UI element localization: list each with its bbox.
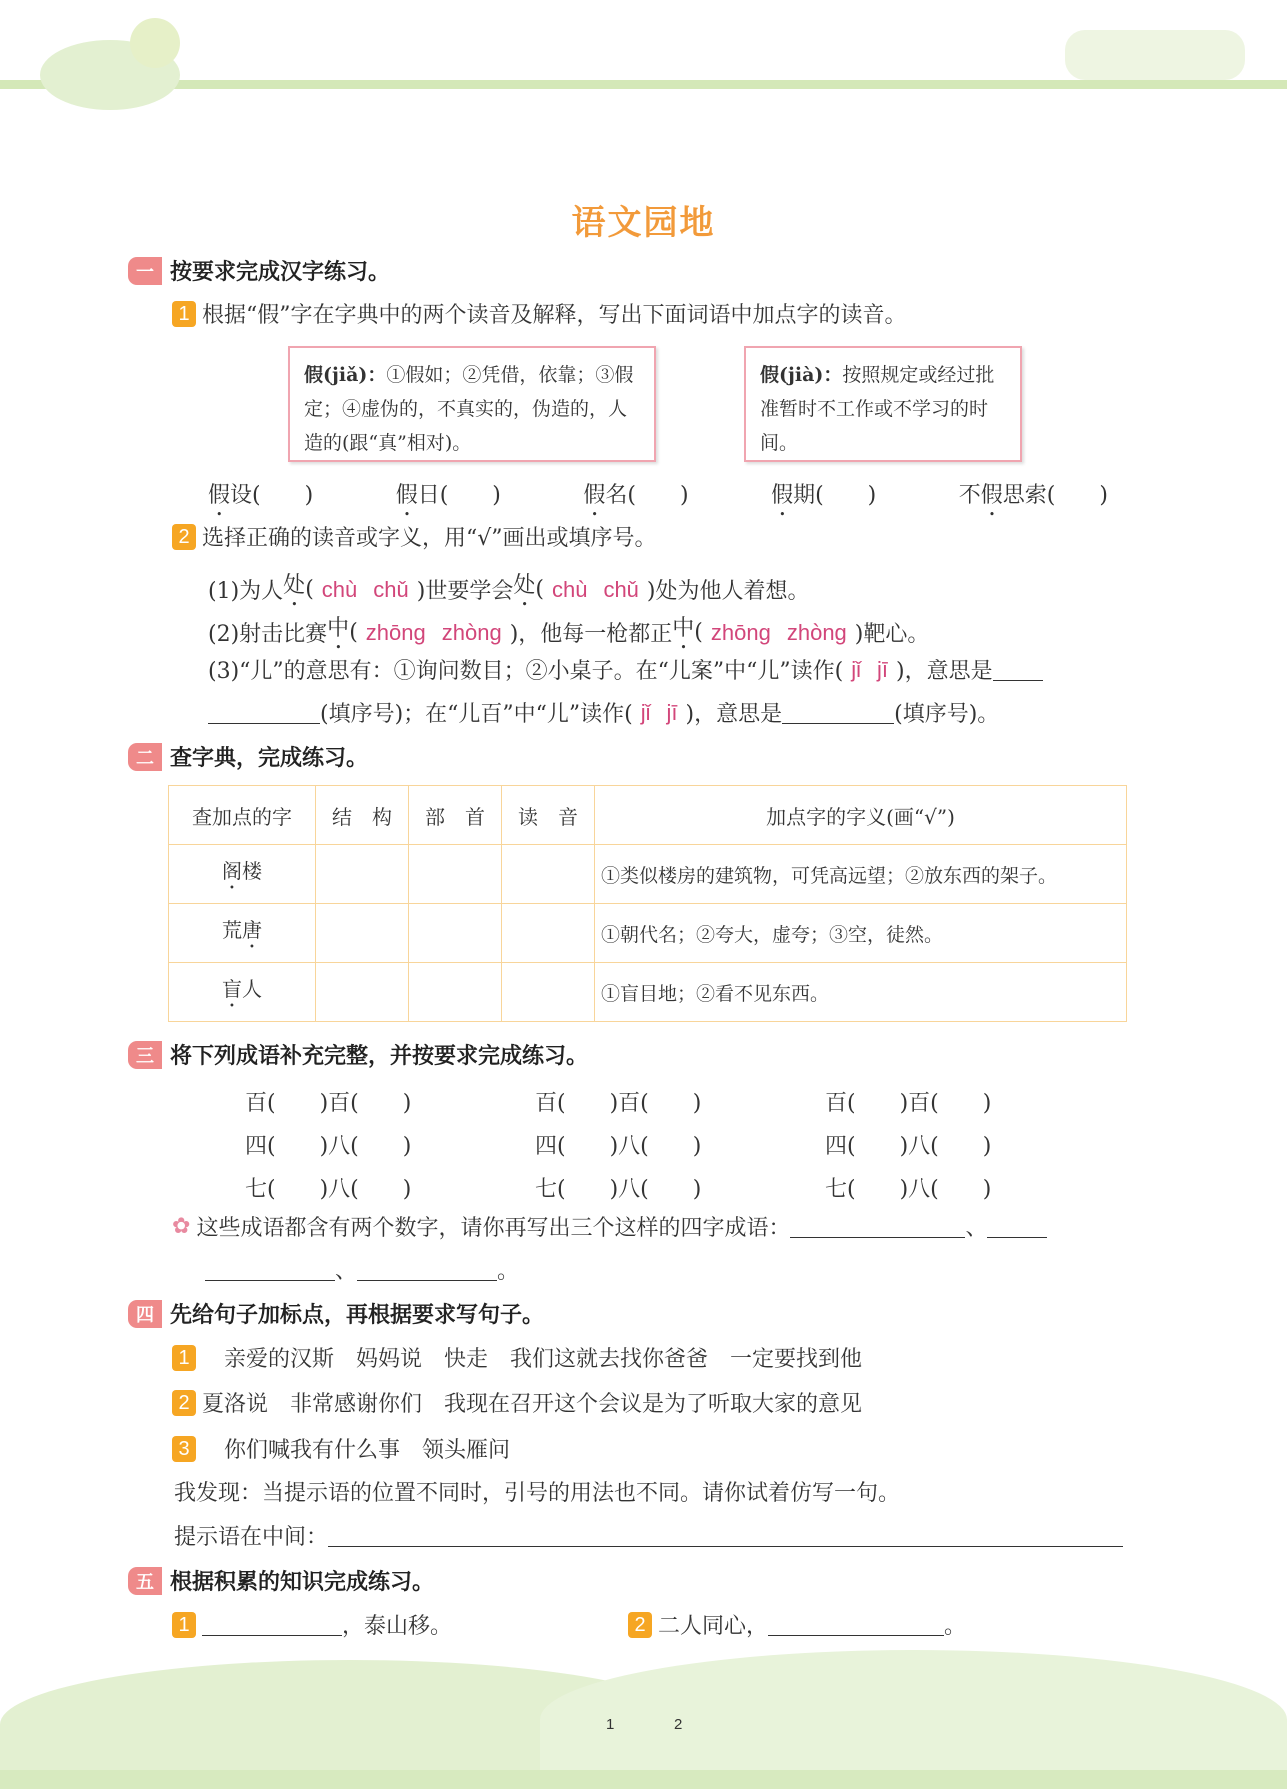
pinyin-option[interactable]: jī xyxy=(877,656,889,682)
answer-blank[interactable] xyxy=(768,1614,944,1636)
section-title: 按要求完成汉字练习。 xyxy=(170,260,391,285)
idiom-item[interactable]: 四( )八( ) xyxy=(825,1134,992,1159)
hill-decoration xyxy=(540,1650,1287,1789)
answer-blank[interactable] xyxy=(987,1216,1047,1238)
section-title: 将下列成语补充完整，并按要求完成练习。 xyxy=(170,1044,589,1069)
word-item[interactable]: 假期( ) xyxy=(771,483,877,508)
section-1-heading xyxy=(128,255,390,286)
sentence-item[interactable]: 3 你们喊我有什么事 领头雁问 xyxy=(172,1433,510,1464)
question-2-line-3: (3)“儿”的意思有：①询问数目；②小桌子。在“儿案”中“儿”读作( jǐ jī )，意思是 xyxy=(208,654,1043,685)
section-title: 先给句子加标点，再根据要求写句子。 xyxy=(170,1303,545,1328)
meaning-cell[interactable]: ①朝代名；②夸大，虚夸；③空，徒然。 xyxy=(595,904,1127,963)
table-header: 查加点的字 结 构 部 首 读 音 加点字的字义(画“√”) xyxy=(169,786,1127,845)
question-text: 选择正确的读音或字义，用“√”画出或填序号。 xyxy=(202,526,657,551)
table-row: 盲人 ①盲目地；②看不见东西。 xyxy=(169,963,1127,1022)
pinyin-option[interactable]: chǔ xyxy=(603,576,639,602)
page-number: 1 xyxy=(606,1716,615,1733)
meaning-cell[interactable]: ①盲目地；②看不见东西。 xyxy=(595,963,1127,1022)
word-item[interactable]: 假日( ) xyxy=(395,483,501,508)
pinyin-option[interactable]: chǔ xyxy=(373,576,409,602)
section-tag: 一 xyxy=(128,257,162,285)
animal-characters-decoration xyxy=(1065,30,1245,80)
word-list xyxy=(208,478,1108,521)
radical-cell[interactable] xyxy=(409,845,502,904)
pinyin-option[interactable]: jǐ xyxy=(640,699,651,725)
idiom-item[interactable]: 百( )百( ) xyxy=(245,1091,412,1116)
idiom-item[interactable]: 四( )八( ) xyxy=(535,1134,702,1159)
answer-blank[interactable] xyxy=(782,702,894,724)
section-tag: 五 xyxy=(128,1567,162,1595)
radical-cell[interactable] xyxy=(409,904,502,963)
question-text: 根据“假”字在字典中的两个读音及解释，写出下面词语中加点字的读音。 xyxy=(202,303,907,328)
question-2-line-4: (填序号)；在“儿百”中“儿”读作( jǐ jī )，意思是 (填序号)。 xyxy=(208,697,999,728)
fill-item-2: 2 二人同心， 。 xyxy=(628,1609,966,1640)
answer-line[interactable] xyxy=(328,1525,1123,1547)
structure-cell[interactable] xyxy=(316,845,409,904)
pronunciation-cell[interactable] xyxy=(502,904,595,963)
section-tag: 四 xyxy=(128,1300,162,1328)
question-number: 1 xyxy=(172,301,196,327)
pinyin-option[interactable]: chù xyxy=(321,576,358,602)
definition-box-jia3 xyxy=(288,346,656,462)
flower-icon: ✿ xyxy=(172,1214,191,1239)
idiom-item[interactable]: 七( )八( ) xyxy=(825,1177,992,1202)
sentence-item[interactable]: 2 夏洛说 非常感谢你们 我现在召开这个会议是为了听取大家的意见 xyxy=(172,1387,862,1418)
page-number: 2 xyxy=(674,1716,683,1733)
section-tag: 三 xyxy=(128,1041,162,1069)
idiom-item[interactable]: 七( )八( ) xyxy=(535,1177,702,1202)
finding-text: 我发现：当提示语的位置不同时，引号的用法也不同。请你试着仿写一句。 xyxy=(174,1481,901,1506)
definition-box-jia4 xyxy=(744,346,1022,462)
pinyin-option[interactable]: zhōng xyxy=(365,619,426,645)
section-4-heading xyxy=(128,1298,544,1329)
definition-body: 按照规定或经过批准暂时不工作或不学习的时间。 xyxy=(760,364,995,454)
fill-item-1: 1 ，泰山移。 xyxy=(172,1609,452,1640)
pinyin-option[interactable]: chù xyxy=(551,576,588,602)
word-item[interactable]: 假名( ) xyxy=(583,483,689,508)
section-tag: 二 xyxy=(128,743,162,771)
pinyin-option[interactable]: zhōng xyxy=(710,619,771,645)
pronunciation-cell[interactable] xyxy=(502,963,595,1022)
section-title: 根据积累的知识完成练习。 xyxy=(170,1570,435,1595)
definition-head: 假(jià)： xyxy=(760,364,843,386)
question-2 xyxy=(172,521,657,552)
definition-head: 假(jiǎ)： xyxy=(304,364,387,386)
pinyin-option[interactable]: zhòng xyxy=(441,619,502,645)
answer-blank[interactable] xyxy=(790,1216,965,1238)
table-row: 阁楼 ①类似楼房的建筑物，可凭高远望；②放东西的架子。 xyxy=(169,845,1127,904)
page-title: 语文园地 xyxy=(571,203,716,243)
header-band xyxy=(0,80,1287,89)
question-2-line-2: (2)射击比赛 中 ( zhōng zhòng )，他每一枪都正 中 ( zhōng zhòng )靶心。 xyxy=(208,616,930,647)
section-title: 查字典，完成练习。 xyxy=(170,746,369,771)
pinyin-option[interactable]: zhòng xyxy=(786,619,847,645)
definition-body: ①假如；②凭借，依靠；③假定；④虚伪的，不真实的，伪造的，人造的(跟“真”相对)。 xyxy=(304,364,634,454)
answer-blank[interactable] xyxy=(357,1259,497,1281)
answer-blank[interactable] xyxy=(993,659,1043,681)
answer-blank[interactable] xyxy=(202,1614,342,1636)
question-2-line-1: (1)为人 处 ( chù chǔ )世要学会 处 ( chù chǔ )处为他人着想。 xyxy=(208,573,810,604)
pinyin-option[interactable]: jǐ xyxy=(851,656,862,682)
meaning-cell[interactable]: ①类似楼房的建筑物，可凭高远望；②放东西的架子。 xyxy=(595,845,1127,904)
question-number: 2 xyxy=(172,524,196,550)
idiom-task-cont: 、 。 xyxy=(205,1254,519,1285)
idiom-task: ✿ 这些成语都含有两个数字，请你再写出三个这样的四字成语： 、 xyxy=(172,1211,1047,1242)
radical-cell[interactable] xyxy=(409,963,502,1022)
dictionary-table xyxy=(168,785,1127,1022)
footer-band xyxy=(0,1770,1287,1789)
sentence-item[interactable]: 1 亲爱的汉斯 妈妈说 快走 我们这就去找你爸爸 一定要找到他 xyxy=(172,1342,862,1373)
pinyin-option[interactable]: jī xyxy=(666,699,678,725)
section-3-heading xyxy=(128,1039,588,1070)
section-5-heading xyxy=(128,1565,434,1596)
prompt-middle: 提示语在中间： xyxy=(174,1520,1123,1551)
structure-cell[interactable] xyxy=(316,963,409,1022)
idiom-item[interactable]: 百( )百( ) xyxy=(825,1091,992,1116)
section-2-heading xyxy=(128,741,368,772)
table-row: 荒唐 ①朝代名；②夸大，虚夸；③空，徒然。 xyxy=(169,904,1127,963)
sun-decoration xyxy=(130,18,180,68)
answer-blank[interactable] xyxy=(205,1259,335,1281)
question-1 xyxy=(172,298,907,329)
word-item[interactable]: 不假思索( ) xyxy=(958,483,1108,508)
structure-cell[interactable] xyxy=(316,904,409,963)
idiom-item[interactable]: 四( )八( ) xyxy=(245,1134,412,1159)
idiom-item[interactable]: 百( )百( ) xyxy=(535,1091,702,1116)
pronunciation-cell[interactable] xyxy=(502,845,595,904)
answer-blank[interactable] xyxy=(208,702,320,724)
idiom-grid xyxy=(245,1080,1115,1209)
idiom-item[interactable]: 七( )八( ) xyxy=(245,1177,412,1202)
word-item[interactable]: 假设( ) xyxy=(208,483,314,508)
